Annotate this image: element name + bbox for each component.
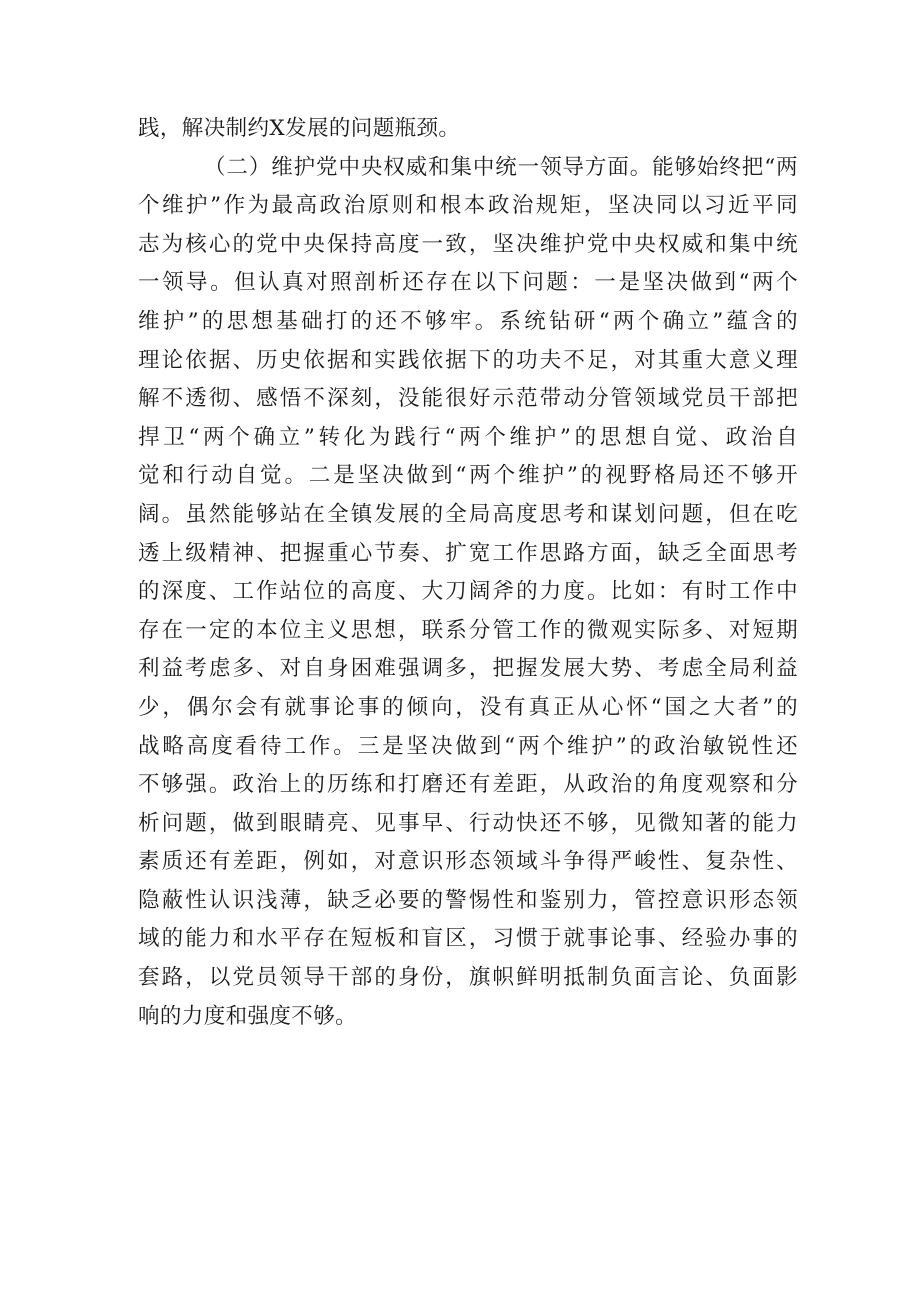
text-line: 响的力度和强度不够。 — [138, 1003, 358, 1029]
text-line: 捍卫“两个确立”转化为践行“两个维护”的思想自觉、政治自 — [138, 424, 798, 450]
section-heading-line: （二）维护党中央权威和集中统一领导方面。能够始终把“两 — [204, 154, 798, 180]
text-line: 利益考虑多、对自身困难强调多，把握发展大势、考虑全局利益 — [138, 656, 798, 682]
text-line: 素质还有差距，例如，对意识形态领域斗争得严峻性、复杂性、 — [138, 849, 798, 875]
text-line: 的深度、工作站位的高度、大刀阔斧的力度。比如：有时工作中 — [138, 579, 798, 605]
text-line: 一领导。但认真对照剖析还存在以下问题：一是坚决做到“两个 — [138, 270, 798, 296]
text-line: 个维护”作为最高政治原则和根本政治规矩，坚决同以习近平同 — [138, 193, 798, 219]
text-line: 套路，以党员领导干部的身份，旗帜鲜明抵制负面言论、负面影 — [138, 965, 798, 991]
text-line: 析问题，做到眼睛亮、见事早、行动快还不够，见微知著的能力 — [138, 810, 798, 836]
text-line: 理论依据、历史依据和实践依据下的功夫不足，对其重大意义理 — [138, 347, 798, 373]
text-line: 解不透彻、感悟不深刻，没能很好示范带动分管领域党员干部把 — [138, 386, 798, 412]
text-line: 践，解决制约X发展的问题瓶颈。 — [138, 116, 461, 141]
text-line: 志为核心的党中央保持高度一致，坚决维护党中央权威和集中统 — [138, 231, 798, 257]
text-line: 觉和行动自觉。二是坚决做到“两个维护”的视野格局还不够开 — [138, 463, 798, 489]
text-line: 维护”的思想基础打的还不够牢。系统钻研“两个确立”蕴含的 — [138, 308, 798, 334]
text-line: 战略高度看待工作。三是坚决做到“两个维护”的政治敏锐性还 — [138, 733, 798, 759]
text-line: 域的能力和水平存在短板和盲区，习惯于就事论事、经验办事的 — [138, 926, 798, 952]
text-line: 存在一定的本位主义思想，联系分管工作的微观实际多、对短期 — [138, 617, 798, 643]
text-line: 隐蔽性认识浅薄，缺乏必要的警惕性和鉴别力，管控意识形态领 — [138, 887, 798, 913]
text-line: 透上级精神、把握重心节奏、扩宽工作思路方面，缺乏全面思考 — [138, 540, 798, 566]
text-line: 少，偶尔会有就事论事的倾向，没有真正从心怀“国之大者”的 — [138, 694, 798, 720]
text-line: 阔。虽然能够站在全镇发展的全局高度思考和谋划问题，但在吃 — [138, 501, 798, 527]
body-text — [138, 110, 798, 1036]
text-line: 不够强。政治上的历练和打磨还有差距，从政治的角度观察和分 — [138, 772, 798, 798]
